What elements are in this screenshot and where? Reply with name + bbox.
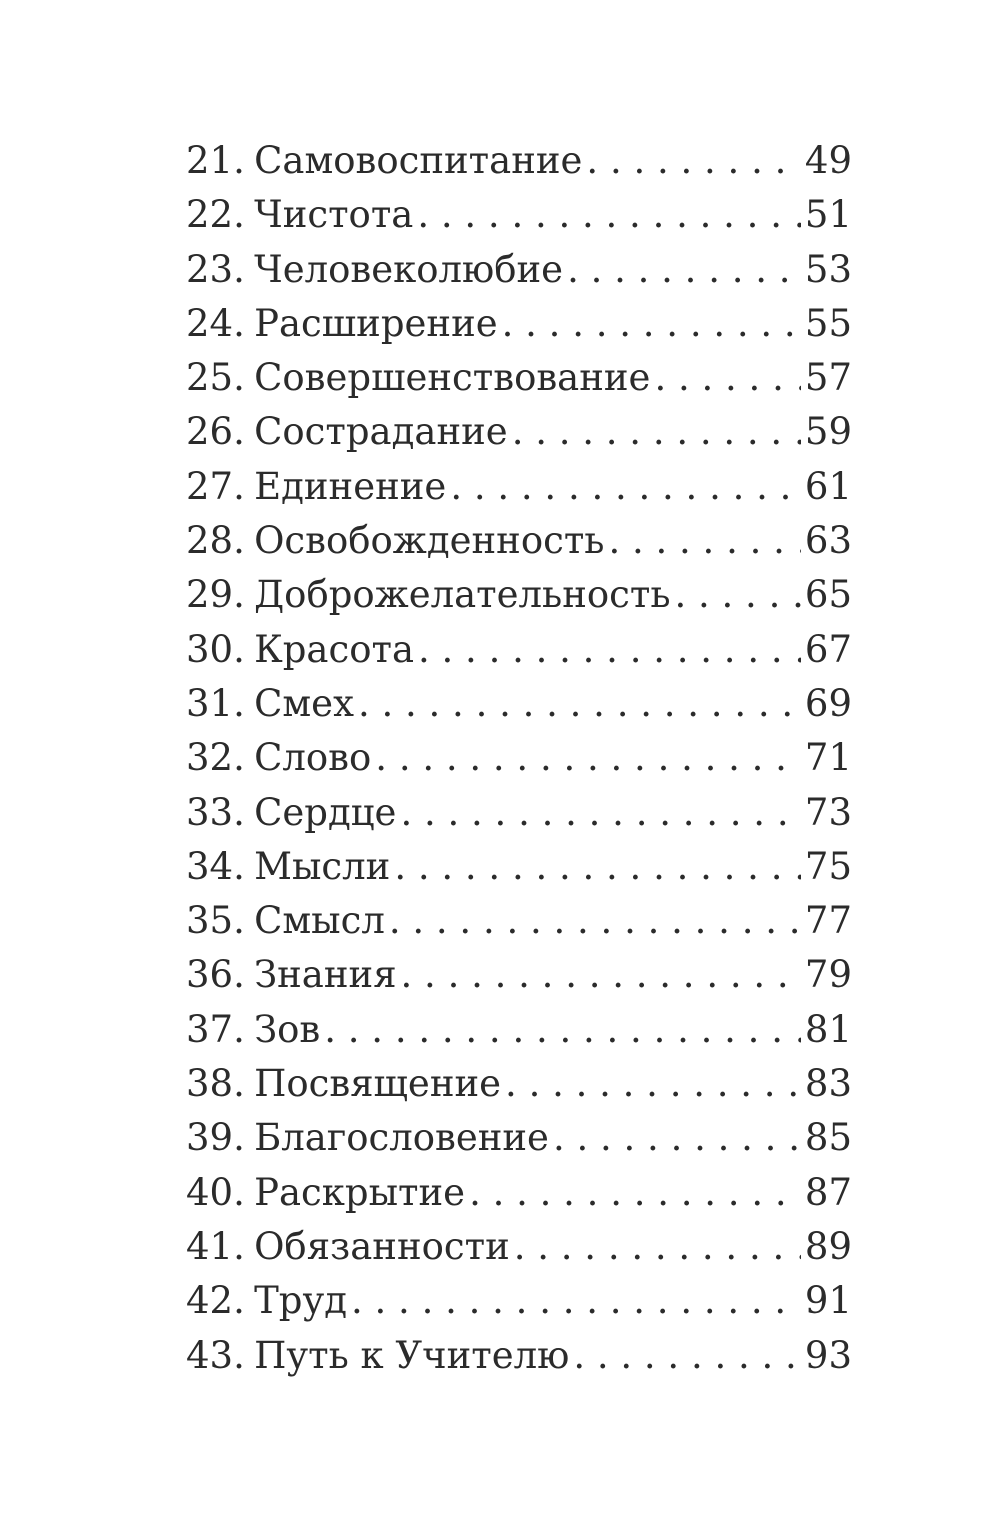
- dot-leader: [450, 460, 801, 514]
- entry-page-number: 75: [804, 844, 852, 888]
- dot-leader: [514, 1220, 801, 1274]
- entry-page-number: 59: [804, 410, 852, 454]
- toc-entry: [186, 243, 852, 297]
- entry-page-number: 73: [804, 790, 852, 834]
- toc-entry: [186, 297, 852, 351]
- entry-title: Знания: [254, 953, 397, 997]
- entry-title: Сострадание: [254, 410, 508, 454]
- entry-number: 40.: [186, 1170, 245, 1214]
- toc-entry: [186, 1057, 852, 1111]
- dot-leader: [567, 243, 801, 297]
- dot-leader: [502, 297, 801, 351]
- toc-entry: [186, 351, 852, 405]
- entry-title: Посвящение: [254, 1062, 502, 1106]
- entry-title: Обязанности: [254, 1224, 510, 1268]
- entry-page-number: 55: [804, 301, 852, 345]
- entry-number: 35.: [186, 899, 245, 943]
- entry-number: 23.: [186, 247, 245, 291]
- toc-entry: [186, 1220, 852, 1274]
- entry-number: 25.: [186, 356, 245, 400]
- dot-leader: [375, 731, 801, 785]
- entry-title: Слово: [254, 736, 372, 780]
- entry-page-number: 51: [804, 193, 852, 237]
- entry-title: Путь к Учителю: [254, 1333, 570, 1377]
- toc-entry: [186, 1329, 852, 1383]
- entry-number: 42.: [186, 1279, 245, 1323]
- entry-page-number: 57: [804, 356, 852, 400]
- toc-entry: [186, 134, 852, 188]
- dot-leader: [553, 1111, 801, 1165]
- dot-leader: [389, 894, 801, 948]
- toc-entry: [186, 840, 852, 894]
- toc-entry: [186, 623, 852, 677]
- toc-entry: [186, 1003, 852, 1057]
- entry-number: 32.: [186, 736, 245, 780]
- dot-leader: [401, 948, 801, 1002]
- entry-title: Красота: [254, 627, 414, 671]
- dot-leader: [608, 514, 800, 568]
- dot-leader: [674, 568, 800, 622]
- entry-title: Зов: [254, 1007, 321, 1051]
- entry-page-number: 79: [804, 953, 852, 997]
- entry-title: Единение: [254, 464, 447, 508]
- entry-page-number: 91: [804, 1279, 852, 1323]
- dot-leader: [505, 1057, 801, 1111]
- entry-page-number: 81: [804, 1007, 852, 1051]
- entry-number: 41.: [186, 1224, 245, 1268]
- entry-number: 27.: [186, 464, 245, 508]
- entry-page-number: 77: [804, 899, 852, 943]
- entry-page-number: 63: [804, 519, 852, 563]
- dot-leader: [469, 1166, 801, 1220]
- toc-entry: [186, 188, 852, 242]
- entry-title: Доброжелательность: [254, 573, 671, 617]
- entry-title: Совершенствование: [254, 356, 651, 400]
- dot-leader: [358, 677, 801, 731]
- entry-title: Смысл: [254, 899, 385, 943]
- dot-leader: [417, 188, 801, 242]
- dot-leader: [654, 351, 800, 405]
- entry-number: 43.: [186, 1333, 245, 1377]
- toc-entry: [186, 677, 852, 731]
- entry-number: 36.: [186, 953, 245, 997]
- entry-number: 34.: [186, 844, 245, 888]
- entry-page-number: 69: [804, 681, 852, 725]
- entry-title: Труд: [254, 1279, 348, 1323]
- entry-page-number: 67: [804, 627, 852, 671]
- entry-title: Раскрытие: [254, 1170, 466, 1214]
- entry-title: Расширение: [254, 301, 498, 345]
- entry-title: Освобожденность: [254, 519, 605, 563]
- entry-page-number: 87: [804, 1170, 852, 1214]
- entry-page-number: 89: [804, 1224, 852, 1268]
- toc-entry: [186, 948, 852, 1002]
- dot-leader: [512, 405, 801, 459]
- entry-number: 39.: [186, 1116, 245, 1160]
- toc-entry: [186, 731, 852, 785]
- toc-entry: [186, 568, 852, 622]
- toc-entry: [186, 1111, 852, 1165]
- entry-page-number: 83: [804, 1062, 852, 1106]
- entry-title: Человеколюбие: [254, 247, 564, 291]
- dot-leader: [573, 1329, 801, 1383]
- toc-entry: [186, 894, 852, 948]
- entry-number: 33.: [186, 790, 245, 834]
- toc-entry: [186, 1166, 852, 1220]
- dot-leader: [324, 1003, 801, 1057]
- entry-number: 37.: [186, 1007, 245, 1051]
- entry-title: Чистота: [254, 193, 414, 237]
- toc-entry: [186, 405, 852, 459]
- dot-leader: [418, 623, 801, 677]
- entry-page-number: 53: [804, 247, 852, 291]
- toc-entry: [186, 1274, 852, 1328]
- entry-number: 29.: [186, 573, 245, 617]
- entry-title: Самовоспитание: [254, 139, 583, 182]
- entry-number: 28.: [186, 519, 245, 563]
- entry-title: Мысли: [254, 844, 391, 888]
- entry-number: 38.: [186, 1062, 245, 1106]
- toc-entry: [186, 514, 852, 568]
- entry-page-number: 65: [804, 573, 852, 617]
- entry-title: Смех: [254, 681, 354, 725]
- entry-page-number: 71: [804, 736, 852, 780]
- entry-number: 31.: [186, 681, 245, 725]
- entry-page-number: 61: [804, 464, 852, 508]
- table-of-contents: [186, 134, 852, 1383]
- entry-page-number: 49: [804, 139, 852, 182]
- dot-leader: [351, 1274, 801, 1328]
- dot-leader: [394, 840, 801, 894]
- entry-number: 24.: [186, 301, 245, 345]
- entry-number: 26.: [186, 410, 245, 454]
- dot-leader: [400, 786, 800, 840]
- entry-title: Благословение: [254, 1116, 549, 1160]
- entry-page-number: 85: [804, 1116, 852, 1160]
- entry-number: 30.: [186, 627, 245, 671]
- toc-entry: [186, 786, 852, 840]
- entry-number: 21.: [186, 139, 245, 182]
- entry-number: 22.: [186, 193, 245, 237]
- toc-entry: [186, 460, 852, 514]
- dot-leader: [586, 134, 800, 188]
- entry-title: Сердце: [254, 790, 397, 834]
- entry-page-number: 93: [804, 1333, 852, 1377]
